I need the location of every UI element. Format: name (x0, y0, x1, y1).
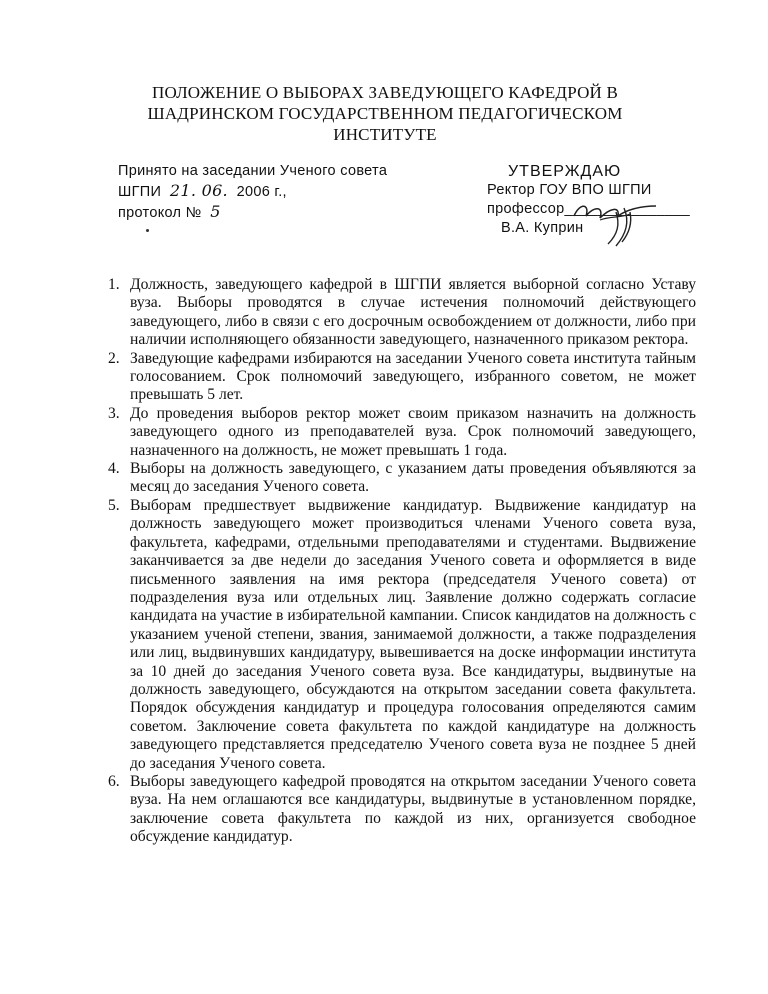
protocol-number: 5 (210, 202, 221, 221)
adoption-line: Принято на заседании Ученого совета (118, 163, 388, 179)
protocol-line (118, 202, 387, 223)
item-number: 5. (108, 496, 120, 514)
rector-signature (560, 192, 670, 247)
approval-name: В.А. Куприн (501, 220, 584, 236)
item-text: Заведующие кафедрами избираются на заседании Ученого совета института тайным голосованием. Срок полномочий заведующего, избранного советом, не может превышать 5 лет. (130, 349, 696, 404)
adoption-block (118, 162, 387, 223)
item-number: 3. (108, 404, 120, 422)
item-text: Выборы заведующего кафедрой проводятся на открытом заседании Ученого совета вуза. На нем оглашаются все кандидатуры, выдвинутые в установленном порядке, заключение совета факультета по каждой из них, организуется свободное обсуждение кандидатур. (130, 772, 696, 846)
list-item (108, 405, 696, 460)
item-number: 4. (108, 460, 120, 478)
list-item (108, 276, 696, 350)
document-title (110, 82, 660, 145)
protocol-label: протокол № (118, 205, 202, 221)
title-line-3: ИНСТИТУТЕ (333, 125, 437, 144)
handwritten-date: 21. 06. (169, 181, 228, 200)
item-number: 6. (108, 772, 120, 790)
adoption-org: ШГПИ (118, 184, 162, 200)
list-item (108, 773, 696, 847)
item-text: Выборы на должность заведующего, с указанием даты проведения объявляются за месяц до заседания Ученого совета. (130, 460, 696, 496)
adoption-date-line (118, 181, 387, 202)
approval-title-label: профессор (487, 201, 565, 217)
list-item (108, 497, 696, 773)
adoption-year: 2006 г., (236, 184, 287, 200)
title-line-1: ПОЛОЖЕНИЕ О ВЫБОРАХ ЗАВЕДУЮЩЕГО КАФЕДРОЙ В (151, 83, 619, 102)
item-text: До проведения выборов ректор может своим приказом назначить на должность заведующего одного из преподавателей вуза. Срок полномочий заведующего, назначенного на должность, не может превышать 1 года. (130, 404, 696, 459)
approval-title-line: профессор_______________ (487, 201, 690, 217)
approval-heading: УТВЕРЖДАЮ (508, 163, 622, 180)
list-item (108, 350, 696, 405)
item-text: Должность, заведующего кафедрой в ШГПИ является выборной согласно Уставу вуза. Выборы проводятся в случае истечения полномочий действующего заведующего, либо в связи с его досрочным освобождением от должности, либо при наличии исполняющего обязанности заведующего, назначенного приказом ректора. (130, 276, 696, 349)
ink-dot (146, 229, 149, 232)
title-line-2: ШАДРИНСКОМ ГОСУДАРСТВЕННОМ ПЕДАГОГИЧЕСКОМ (147, 104, 623, 123)
item-text: Выборам предшествует выдвижение кандидатур. Выдвижение кандидатур на должность заведующего может производиться членами Ученого совета вуза, факультета, кафедрами, отдельными преподавателями и студентами. Выдвижение заканчивается за две недели до заседания Ученого совета и оформляется в виде письменного заявления на имя ректора (председателя Ученого совета) от подразделения вуза или отдельных лиц. Заявление должно содержать согласие кандидата на участие в избирательной кампании. Список кандидатов на должность с указанием ученой степени, звания, занимаемой должности, а также подразделения или лиц, выдвинувших кандидатуру, вывешивается на доске информации института за 10 дней до заседания Ученого совета вуза. Все кандидатуры, выдвинутые на должность заведующего, обсуждаются на открытом заседании совета факультета. Порядок обсуждения кандидатур и процедура голосования определяются самим советом. Заключение совета факультета по каждой кандидатуре на должность заведующего представляется председателю Ученого совета вуза не позднее 5 дней до заседания Ученого совета. (130, 496, 696, 772)
approval-position: Ректор ГОУ ВПО ШГПИ (487, 182, 652, 198)
regulation-body (108, 276, 696, 847)
list-item (108, 460, 696, 497)
item-number: 2. (108, 349, 120, 367)
item-number: 1. (108, 276, 120, 293)
